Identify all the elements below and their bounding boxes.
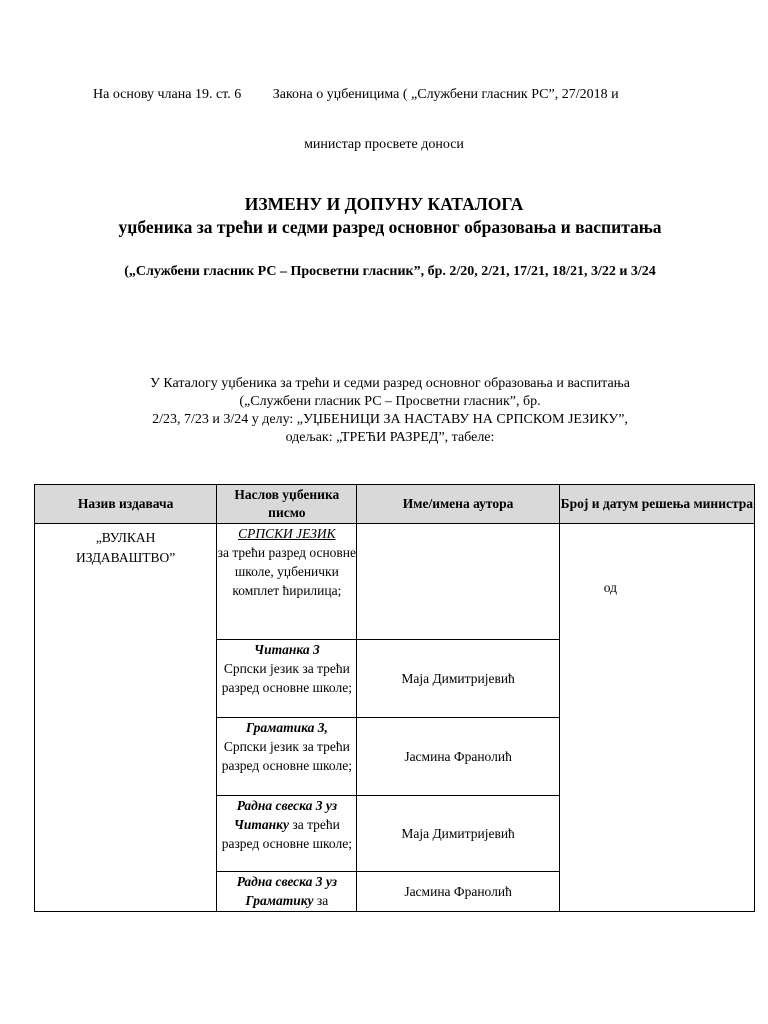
book-title: Радна свеска 3 уз Читанку [233,798,337,832]
book-title: Граматика 3, [245,720,328,735]
header-decision: Број и датум решења министра [559,485,754,524]
author-cell [357,524,559,640]
document-subtitle: уџбеника за трећи и седми разред основног образовања и васпитања [118,217,662,237]
gazette-reference: („Службени гласник РС – Просветни гласник”, бр. 2/20, 2/21, 17/21, 18/21, 3/22 и 3/24 [124,264,656,279]
book-title: СРПСКИ ЈЕЗИК [238,526,336,541]
intro-line-2: министар просвете доноси [304,137,464,152]
header-authors: Име/имена аутора [357,485,559,524]
book-cell [217,872,357,912]
author-cell: Маја Димитријевић [357,796,559,872]
document-title: ИЗМЕНУ И ДОПУНУ КАТАЛОГА [244,194,524,214]
body-line-2: („Службени гласник РС – Просветни гласник”, бр. [239,394,541,409]
body-line-3: 2/23, 7/23 и 3/24 у делу: „УЏБЕНИЦИ ЗА НАСТАВУ НА СРПСКОМ ЈЕЗИКУ”, [152,412,628,427]
body-line-4: одељак: „ТРЕЋИ РАЗРЕД”, табеле: [285,430,495,445]
book-title: Читанка 3 [253,642,320,657]
table-row [35,524,755,640]
intro-line-1: На основу члана 19. ст. 6 Закона о уџбеницима ( „Службени гласник РС”, 27/2018 и [93,87,619,102]
book-desc: Српски језик за трећи разред основне школе; [221,661,352,695]
book-cell [217,524,357,640]
book-desc: за трећи разред основне школе, уџбенички комплет ћирилица; [217,545,357,598]
book-cell [217,640,357,718]
decision-text: од [603,580,617,595]
body-paragraph [85,375,695,447]
body-line-1: У Каталогу уџбеника за трећи и седми разред основног образовања и васпитања [149,376,631,391]
book-title: Радна свеска 3 уз Граматику [236,874,337,908]
header-publisher: Назив издавача [35,485,217,524]
publisher-name: „ВУЛКАН ИЗДАВАШТВО” [76,529,176,565]
book-cell [217,718,357,796]
book-desc: Српски језик за трећи разред основне школе; [221,739,352,773]
author-cell: Јасмина Франолић [357,718,559,796]
book-desc: за трећи разред основне школе; [221,817,352,851]
header-title: Наслов уџбеника писмо [217,485,357,524]
book-cell [217,796,357,872]
catalog-table [34,484,755,912]
book-desc: за [313,893,329,908]
author-cell: Маја Димитријевић [357,640,559,718]
table-header-row [35,485,755,524]
author-cell: Јасмина Франолић [357,872,559,912]
publisher-cell [35,524,217,912]
decision-cell [559,524,754,912]
